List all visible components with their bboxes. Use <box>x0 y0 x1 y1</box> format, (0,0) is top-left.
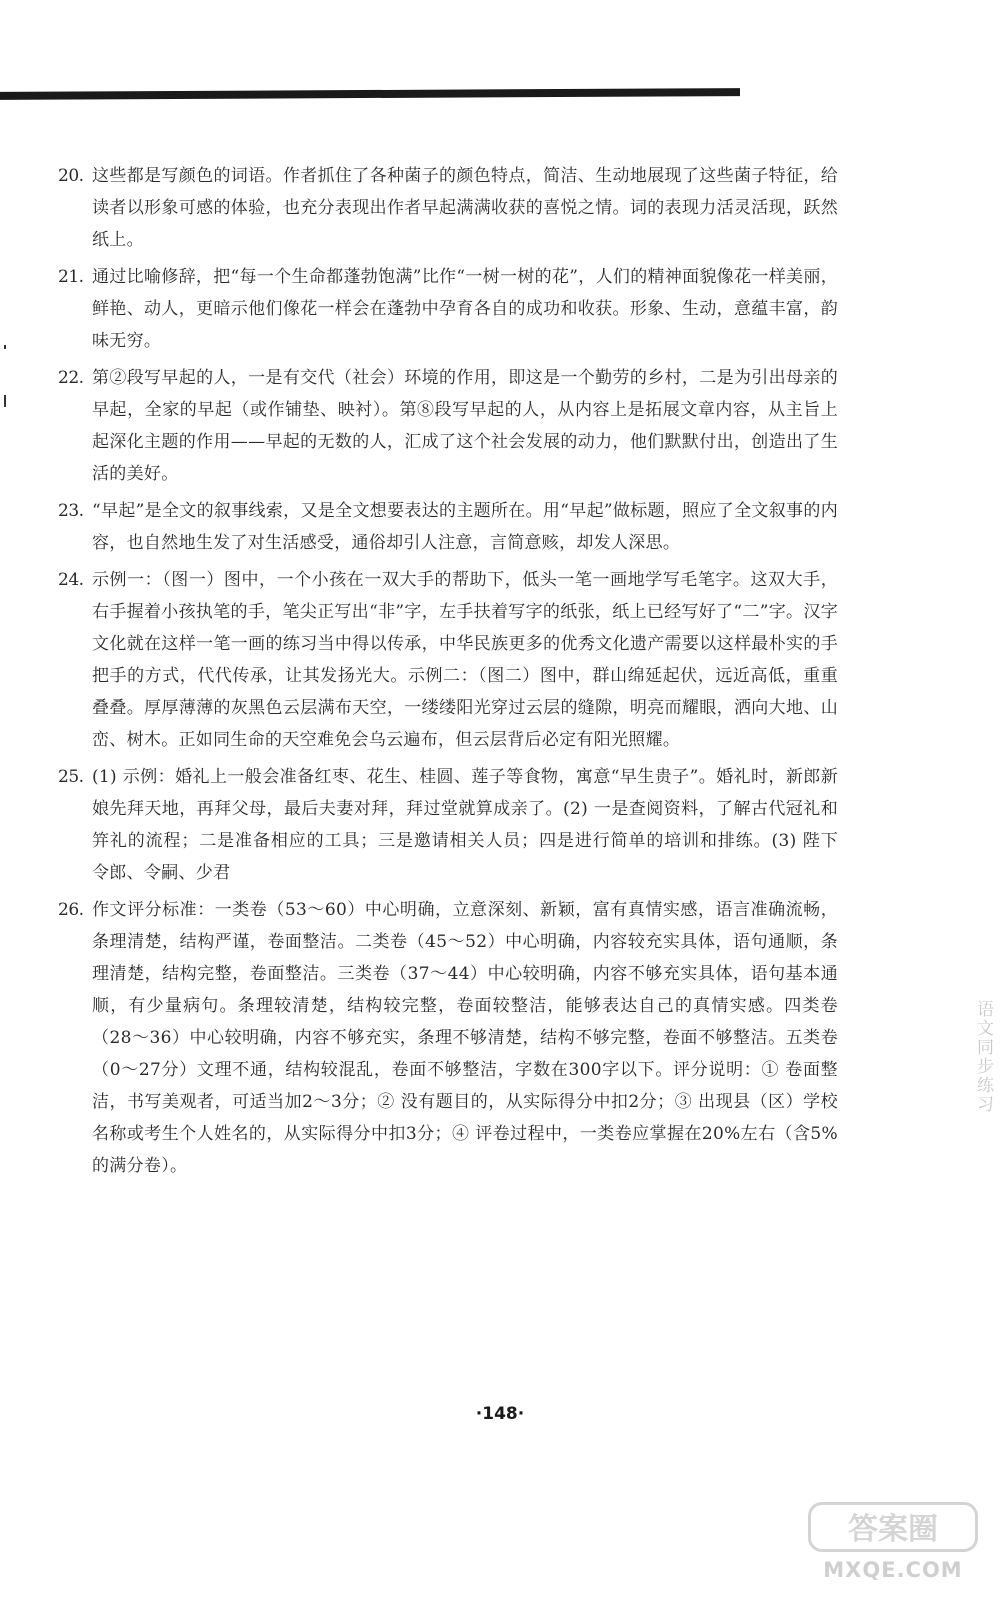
watermark-url: MXQE.COM <box>823 1558 963 1582</box>
answer-item-24 <box>58 564 838 756</box>
answer-text: (1) 示例：婚礼上一般会准备红枣、花生、桂圆、莲子等食物，寓意“早生贵子”。婚礼时，新郎新娘先拜天地，再拜父母，最后夫妻对拜，拜过堂就算成亲了。(2) 一是查阅资料，了解古代冠礼和笄礼的流程；二是准备相应的工具；三是邀请相关人员；四是进行简单的培训和排练。(3) 陛下 令郎、令嗣、少君 <box>92 767 856 883</box>
answer-number: 22. <box>58 368 84 388</box>
answer-text: 第②段写早起的人，一是有交代（社会）环境的作用，即这是一个勤劳的乡村，二是为引出母亲的早起，全家的早起（或作铺垫、映衬）。第⑧段写早起的人，从内容上是拓展文章内容，从主旨上起深化主题的作用——早起的无数的人，汇成了这个社会发展的动力，他们默默付出，创造出了生活的美好。 <box>92 368 838 484</box>
answer-text: 示例一：（图一）图中，一个小孩在一双大手的帮助下，低头一笔一画地学写毛笔字。这双大手，右手握着小孩执笔的手，笔尖正写出“非”字，左手扶着写字的纸张，纸上已经写好了“二”字。汉字文化就在这样一笔一画的练习当中得以传承，中华民族更多的优秀文化遗产需要以这样最朴实的手把手的方式，代代传承，让其发扬光大。示例二：（图二）图中，群山绵延起伏，远近高低，重重叠叠。厚厚薄薄的灰黑色云层满布天空，一缕缕阳光穿过云层的缝隙，明亮而耀眼，洒向大地、山峦、树木。正如同生命的天空难免会乌云遍布，但云层背后必定有阳光照耀。 <box>92 570 838 750</box>
answer-number: 25. <box>58 767 84 787</box>
margin-mark <box>4 345 6 349</box>
top-rule <box>0 88 740 100</box>
answer-text: 作文评分标准：一类卷（53～60）中心明确，立意深刻、新颖，富有真情实感，语言准确流畅，条理清楚，结构严谨，卷面整洁。二类卷（45～52）中心明确，内容较充实具体，语句通顺，条理清楚，结构完整，卷面整洁。三类卷（37～44）中心较明确，内容不够充实具体，语句基本通顺，有少量病句。条理较清楚，结构较完整，卷面较整洁，能够表达自己的真情实感。四类卷（28～36）中心较明确，内容不够充实，条理不够清楚，结构不够完整，卷面不够整洁。五类卷（0～27分）文理不通，结构较混乱，卷面不够整洁，字数在300字以下。评分说明：① 卷面整洁，书写美观者，可适当加2～3分；② 没有题目的，从实际得分中扣2分；③ 出现县（区）学校名称或考生个人姓名的，从实际得分中扣3分；④ 评卷过程中，一类卷应掌握在20%左右（含5%的满分卷）。 <box>92 900 838 1176</box>
answer-item-26 <box>58 894 838 1182</box>
answer-item-21 <box>58 261 838 357</box>
answer-number: 20. <box>58 166 84 186</box>
answer-number: 23. <box>58 501 84 521</box>
answer-item-25 <box>58 761 856 889</box>
answer-number: 24. <box>58 570 84 590</box>
answer-number: 26. <box>58 900 84 920</box>
watermark-logo: 答案圈 <box>808 1502 978 1552</box>
answer-text: 通过比喻修辞，把“每一个生命都蓬勃饱满”比作“一树一树的花”，人们的精神面貌像花一样美丽，鲜艳、动人，更暗示他们像花一样会在蓬勃中孕育各自的成功和收获。形象、生动，意蕴丰富，韵味无穷。 <box>92 267 838 351</box>
answer-item-22 <box>58 362 838 490</box>
answer-list <box>58 160 856 1187</box>
answer-item-20 <box>58 160 838 256</box>
watermark <box>808 1502 978 1582</box>
answer-item-23 <box>58 495 838 559</box>
answer-text: 这些都是写颜色的词语。作者抓住了各种菌子的颜色特点，简洁、生动地展现了这些菌子特征，给读者以形象可感的体验，也充分表现出作者早起满满收获的喜悦之情。词的表现力活灵活现，跃然纸上。 <box>92 166 838 250</box>
side-margin-text: 语文同步练习 <box>973 1000 993 1114</box>
answer-text: “早起”是全文的叙事线索，又是全文想要表达的主题所在。用“早起”做标题，照应了全文叙事的内容，也自然地生发了对生活感受，通俗却引人注意，言简意赅，却发人深思。 <box>92 501 838 553</box>
margin-mark <box>4 395 6 407</box>
page-number: ·148· <box>475 1404 525 1424</box>
answer-number: 21. <box>58 267 84 287</box>
